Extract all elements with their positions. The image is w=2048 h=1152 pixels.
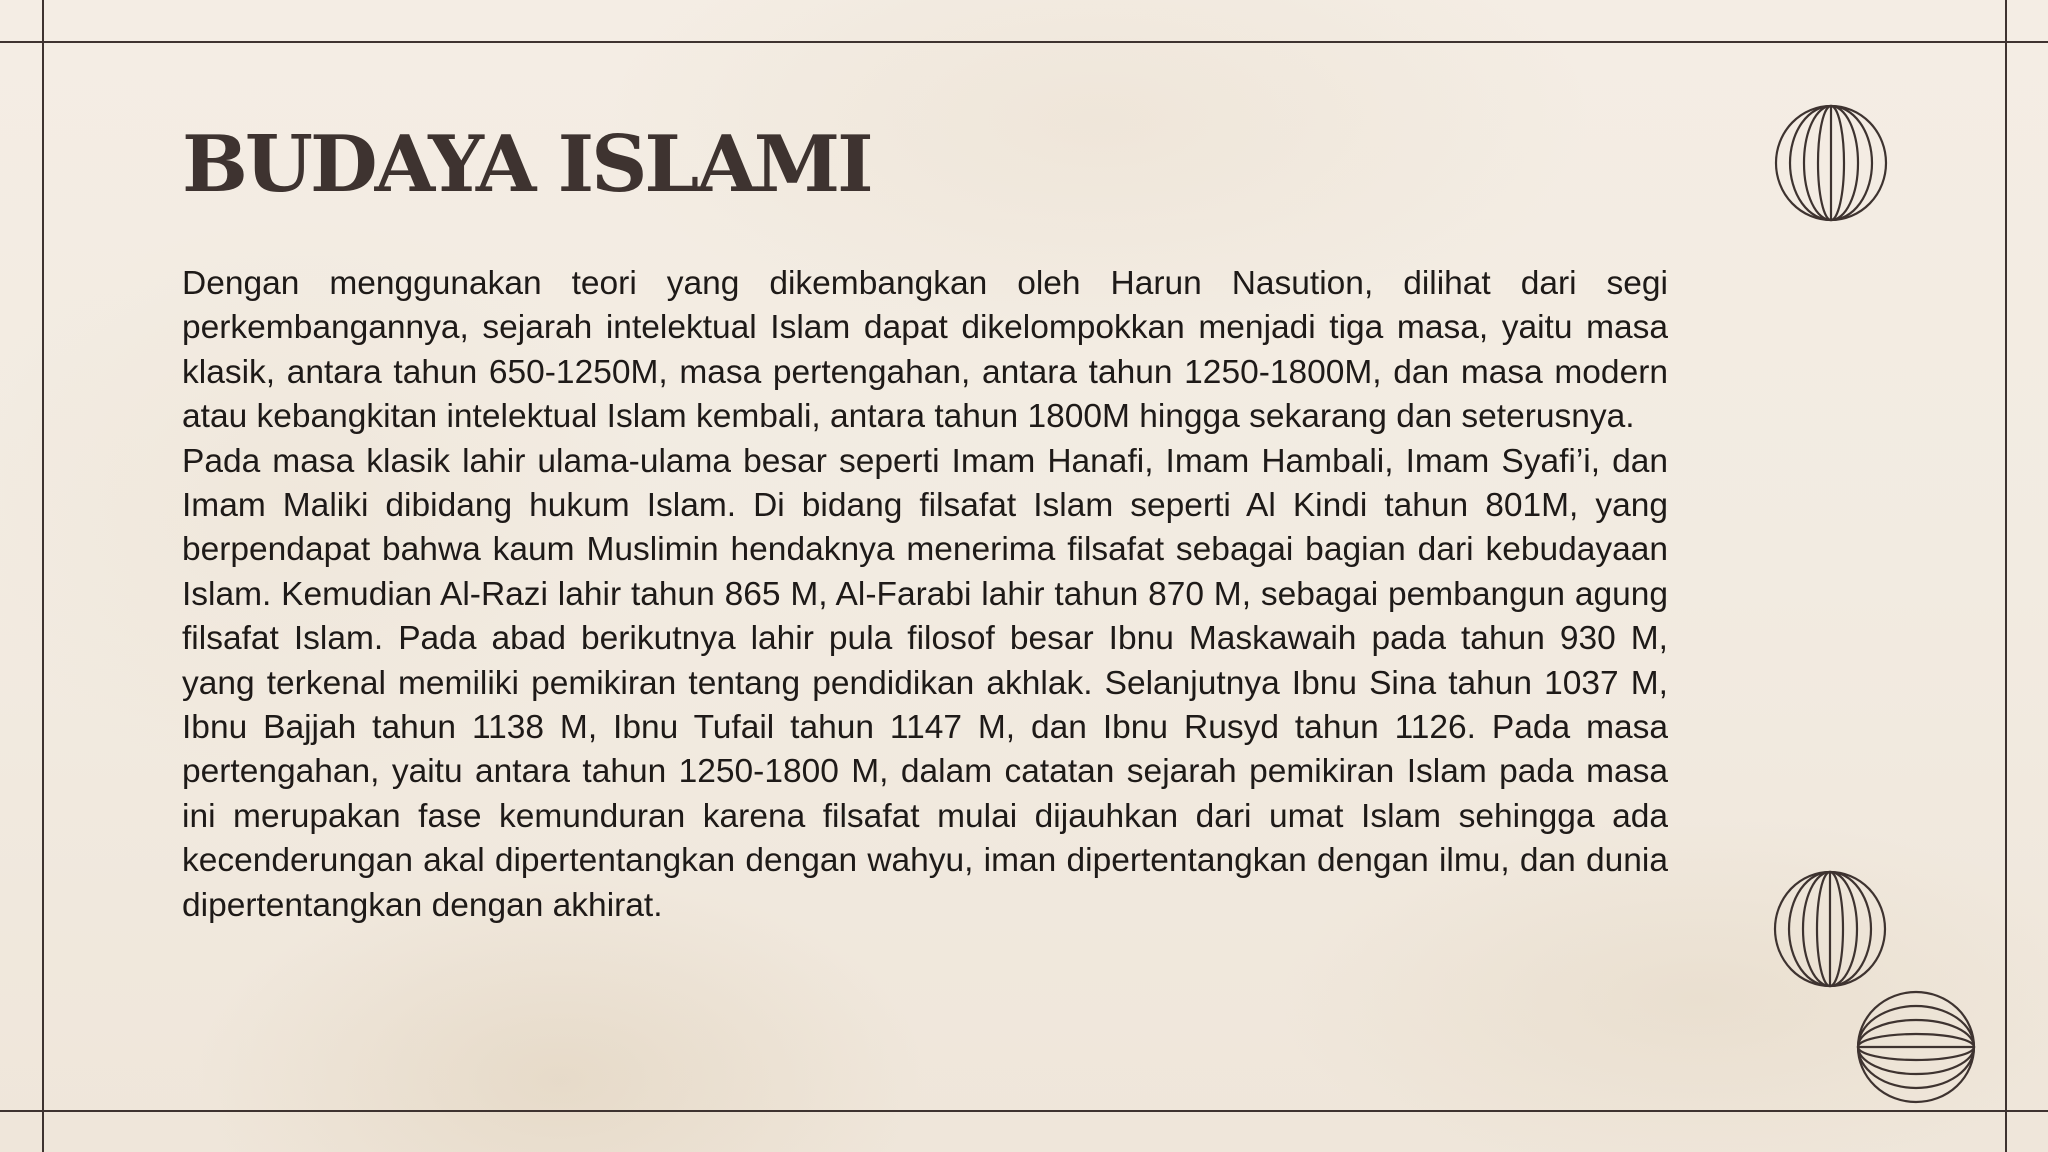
- body-paragraph: Pada masa klasik lahir ulama-ulama besar seperti Imam Hanafi, Imam Hambali, Imam Syafi’i, dan Imam Maliki dibidang hukum Islam. Di bidang filsafat Islam seperti Al Kindi tahun 801M, yang berpendapat bahwa kaum Muslimin hendaknya menerima filsafat sebagai bagian dari kebudayaan Islam. Kemudian Al-Razi lahir tahun 865 M, Al-Farabi lahir tahun 870 M, sebagai pembangun agung filsafat Islam. Pada abad berikutnya lahir pula filosof besar Ibnu Maskawaih pada tahun 930 M, yang terkenal memiliki pemikiran tentang pendidikan akhlak. Selanjutnya Ibnu Sina tahun 1037 M, Ibnu Bajjah tahun 1138 M, Ibnu Tufail tahun 1147 M, dan Ibnu Rusyd tahun 1126. Pada masa pertengahan, yaitu antara tahun 1250-1800 M, dalam catatan sejarah pemikiran Islam pada masa ini merupakan fase kemunduran karena filsafat mulai dijauhkan dari umat Islam sehingga ada kecenderungan akal dipertentangkan dengan wahyu, iman dipertentangkan dengan ilmu, dan dunia dipertentangkan dengan akhirat.: [182, 442, 1668, 924]
- frame-line-bottom: [0, 1110, 2048, 1112]
- frame-line-right: [2005, 0, 2007, 1152]
- globe-ornament-icon: [1773, 103, 1889, 223]
- body-paragraph: Dengan menggunakan teori yang dikembangkan oleh Harun Nasution, dilihat dari segi perkembangannya, sejarah intelektual Islam dapat dikelompokkan menjadi tiga masa, yaitu masa klasik, antara tahun 650-1250M, masa pertengahan, antara tahun 1250-1800M, dan masa modern atau kebangkitan intelektual Islam kembali, antara tahun 1800M hingga sekarang dan seterusnya.: [182, 265, 1668, 436]
- frame-line-left: [42, 0, 44, 1152]
- frame-line-top: [0, 41, 2048, 43]
- slide-body: [182, 262, 1668, 928]
- globe-ornament-icon: [1772, 869, 1888, 989]
- globe-ornament-horizontal-icon: [1855, 989, 1977, 1105]
- slide-title: BUDAYA ISLAMI: [182, 119, 871, 210]
